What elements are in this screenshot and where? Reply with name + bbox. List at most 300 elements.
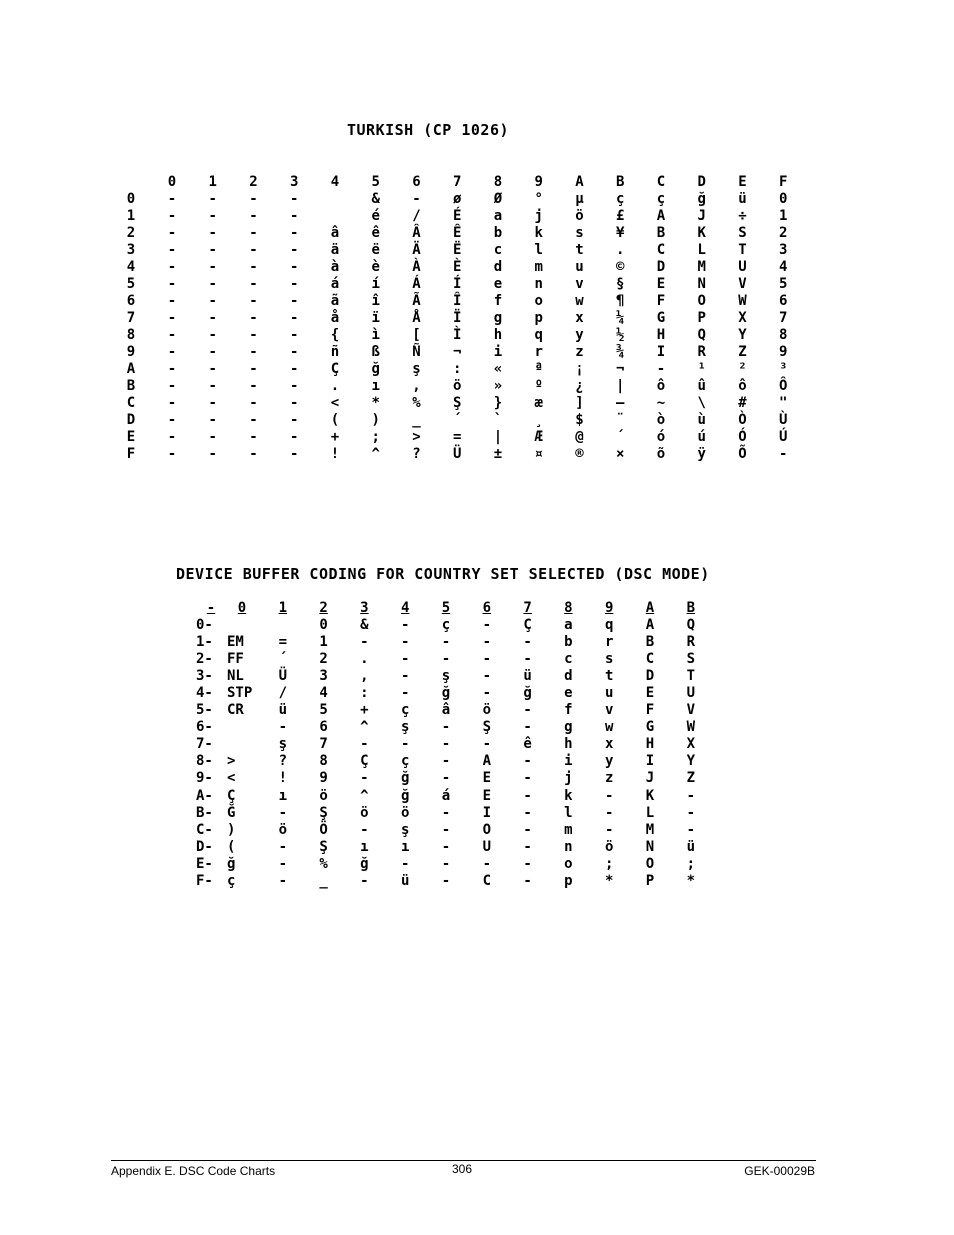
dsc-code-cell: , <box>360 668 369 685</box>
turkish-code-cell: 3 <box>779 242 788 258</box>
dsc-code-cell: - <box>278 719 288 736</box>
turkish-code-cell: x <box>575 310 584 326</box>
dsc-code-cell: q <box>604 617 614 633</box>
turkish-code-cell: ® <box>575 446 584 462</box>
turkish-code-cell: é <box>371 208 380 224</box>
dsc-code-cell: M <box>645 821 655 838</box>
dsc-code-cell: - <box>523 719 532 736</box>
turkish-code-cell: ¼ <box>616 310 625 326</box>
dsc-code-cell: 4 <box>319 685 328 702</box>
dsc-code-cell: - <box>441 634 451 651</box>
dsc-code-cell: - <box>441 838 451 855</box>
turkish-code-cell: - <box>167 242 177 258</box>
turkish-code-cell: - <box>290 378 299 394</box>
turkish-code-cell: ö <box>575 208 584 224</box>
turkish-code-cell: § <box>616 276 625 292</box>
turkish-code-cell: ; <box>371 429 380 445</box>
dsc-code-cell: - <box>686 804 696 821</box>
turkish-code-cell: Q <box>697 327 706 343</box>
turkish-code-cell: . <box>330 378 340 394</box>
turkish-code-cell: - <box>167 344 177 360</box>
turkish-code-cell: } <box>493 395 503 411</box>
dsc-code-cell: ? <box>278 753 288 770</box>
dsc-code-cell: Y <box>686 753 696 770</box>
turkish-code-cell: ¾ <box>616 344 625 360</box>
turkish-code-cell: £ <box>616 208 625 224</box>
turkish-code-cell: — <box>616 395 625 411</box>
dsc-code-cell: ´ <box>278 651 288 668</box>
dsc-col-header: 2 <box>319 600 328 616</box>
turkish-code-cell: Ë <box>453 242 462 258</box>
turkish-code-cell: - <box>167 191 177 207</box>
dsc-code-cell: ş <box>441 668 451 685</box>
dsc-code-cell: ğ <box>400 770 410 787</box>
dsc-code-cell: > <box>227 753 236 770</box>
dsc-code-cell: 1 <box>319 634 328 651</box>
turkish-code-cell: û <box>697 378 706 394</box>
turkish-code-cell: â <box>330 225 340 241</box>
turkish-code-cell: - <box>290 208 299 224</box>
dsc-code-cell: i <box>564 753 573 770</box>
dsc-code-cell: C <box>482 872 492 889</box>
turkish-code-cell: U <box>738 259 747 275</box>
turkish-code-cell: @ <box>575 429 584 445</box>
turkish-code-cell: Z <box>738 344 747 360</box>
dsc-code-cell: EM <box>227 634 244 651</box>
turkish-code-cell: 5 <box>779 276 788 292</box>
turkish-col-header: 0 <box>167 174 177 190</box>
turkish-row-label: B <box>126 378 136 394</box>
turkish-code-cell: H <box>656 327 666 343</box>
dsc-row-label: 9- <box>196 770 213 787</box>
turkish-code-cell: Ó <box>738 429 747 445</box>
turkish-code-cell: - <box>208 446 217 462</box>
turkish-code-cell: ¶ <box>616 293 625 309</box>
dsc-code-cell: p <box>564 872 573 889</box>
turkish-code-cell: Â <box>412 225 421 241</box>
turkish-code-cell: ) <box>371 412 380 428</box>
turkish-code-cell: - <box>249 327 258 343</box>
turkish-code-cell: V <box>738 276 747 292</box>
dsc-row-label: 3- <box>196 668 213 685</box>
dsc-code-cell: - <box>482 651 492 668</box>
turkish-code-cell: ¹ <box>697 361 706 377</box>
turkish-code-cell: ³ <box>779 361 788 377</box>
turkish-code-cell: - <box>208 259 217 275</box>
turkish-code-cell: ! <box>330 446 340 462</box>
turkish-code-cell: - <box>290 395 299 411</box>
turkish-code-cell: Ş <box>453 395 462 411</box>
dsc-code-cell: - <box>482 736 492 753</box>
turkish-code-cell: È <box>453 259 462 275</box>
dsc-code-cell: O <box>482 821 492 838</box>
dsc-code-cell: STP <box>227 685 253 702</box>
turkish-code-cell: p <box>534 310 543 326</box>
dsc-code-cell: - <box>523 634 532 651</box>
turkish-col-header: F <box>779 174 788 190</box>
turkish-code-cell: - <box>249 276 258 292</box>
turkish-code-cell: N <box>697 276 706 292</box>
dsc-col-header: 9 <box>604 600 614 616</box>
dsc-code-cell: - <box>278 872 288 889</box>
dsc-row-label: 8- <box>196 753 213 770</box>
dsc-code-cell: - <box>523 821 532 838</box>
turkish-code-cell: : <box>453 361 462 377</box>
turkish-code-cell: ^ <box>371 446 380 462</box>
turkish-code-cell: / <box>412 208 421 224</box>
turkish-col-header: A <box>575 174 584 190</box>
turkish-code-cell: - <box>208 191 217 207</box>
dsc-code-cell: 9 <box>319 770 328 787</box>
dsc-row-label: 1- <box>196 634 213 651</box>
turkish-code-cell: & <box>371 191 380 207</box>
dsc-code-cell: z <box>604 770 614 787</box>
turkish-code-cell: t <box>575 242 584 258</box>
turkish-col-header: E <box>738 174 747 190</box>
dsc-code-cell: j <box>564 770 573 787</box>
turkish-code-cell: ~ <box>656 395 666 411</box>
turkish-code-cell: ğ <box>697 191 706 207</box>
dsc-code-cell: V <box>686 702 696 719</box>
dsc-col-header: 5 <box>441 600 451 616</box>
dsc-code-cell <box>268 617 298 634</box>
dsc-code-cell: - <box>523 787 532 804</box>
turkish-code-cell: ÷ <box>738 208 747 224</box>
turkish-code-cell: ô <box>656 378 666 394</box>
dsc-code-cell: - <box>523 702 532 719</box>
turkish-code-cell: , <box>412 378 421 394</box>
turkish-code-cell: { <box>330 327 340 343</box>
dsc-row-label: 4- <box>196 685 213 702</box>
turkish-row-label: 5 <box>126 276 136 292</box>
turkish-code-cell: Ç <box>330 361 340 377</box>
dsc-code-cell: ; <box>604 855 614 872</box>
dsc-code-cell: Ç <box>360 753 369 770</box>
turkish-code-cell: í <box>371 276 380 292</box>
turkish-code-cell: ê <box>371 225 380 241</box>
turkish-code-cell: Ü <box>453 446 462 462</box>
dsc-code-cell: D <box>645 668 655 685</box>
turkish-code-cell: P <box>697 310 706 326</box>
dsc-code-cell: Q <box>686 617 696 633</box>
dsc-code-cell: 0 <box>319 617 328 633</box>
dsc-code-cell: t <box>604 668 614 685</box>
turkish-code-cell: - <box>249 378 258 394</box>
dsc-code-cell: - <box>523 753 532 770</box>
dsc-code-cell: n <box>564 838 573 855</box>
dsc-code-cell: - <box>441 804 451 821</box>
turkish-code-cell: - <box>208 395 217 411</box>
turkish-code-cell: $ <box>575 412 584 428</box>
turkish-code-cell: - <box>167 412 177 428</box>
dsc-code-cell: - <box>278 804 288 821</box>
turkish-code-cell: ó <box>656 429 666 445</box>
turkish-code-cell: [ <box>412 327 421 343</box>
dsc-code-cell: L <box>645 804 655 821</box>
dsc-code-cell: ş <box>400 821 410 838</box>
turkish-row-label: C <box>126 395 136 411</box>
turkish-code-cell: f <box>493 293 503 309</box>
dsc-code-cell: - <box>523 804 532 821</box>
turkish-code-cell: - <box>167 259 177 275</box>
turkish-code-cell: - <box>167 378 177 394</box>
turkish-code-cell: - <box>779 446 788 462</box>
dsc-code-cell: = <box>278 634 288 651</box>
turkish-code-cell: 9 <box>779 344 788 360</box>
dsc-code-cell: - <box>604 804 614 821</box>
dsc-code-cell: & <box>360 617 369 633</box>
dsc-code-cell: - <box>523 651 532 668</box>
turkish-code-cell: % <box>412 395 421 411</box>
turkish-code-cell: k <box>534 225 543 241</box>
dsc-code-cell: - <box>604 787 614 804</box>
turkish-code-cell: E <box>656 276 666 292</box>
dsc-col-header: 1 <box>278 600 288 616</box>
turkish-code-cell: ¬ <box>616 361 625 377</box>
dsc-code-cell: - <box>482 668 492 685</box>
dsc-code-cell: ö <box>278 821 288 838</box>
turkish-row-label: 3 <box>126 242 136 258</box>
dsc-code-cell: y <box>604 753 614 770</box>
dsc-code-cell: k <box>564 787 573 804</box>
dsc-code-cell: r <box>604 634 614 651</box>
turkish-code-cell: Ä <box>412 242 421 258</box>
turkish-code-cell: R <box>697 344 706 360</box>
dsc-code-cell: T <box>686 668 696 685</box>
dsc-code-cell: P <box>645 872 655 889</box>
turkish-code-cell: # <box>738 395 747 411</box>
dsc-code-cell: - <box>482 685 492 702</box>
turkish-code-cell: - <box>249 344 258 360</box>
turkish-code-cell: ë <box>371 242 380 258</box>
turkish-code-cell: ` <box>493 412 503 428</box>
turkish-code-cell: å <box>330 310 340 326</box>
turkish-code-cell: - <box>290 225 299 241</box>
dsc-code-cell: ğ <box>360 855 369 872</box>
dsc-code-cell: ğ <box>227 855 236 872</box>
dsc-code-cell: ö <box>319 787 328 804</box>
turkish-row-label: F <box>126 446 136 462</box>
dsc-code-cell: v <box>604 702 614 719</box>
turkish-code-cell: - <box>167 310 177 326</box>
dsc-code-cell: f <box>564 702 573 719</box>
dsc-code-cell: - <box>360 770 369 787</box>
dsc-code-cell: ^ <box>360 787 369 804</box>
dsc-code-cell: b <box>564 634 573 651</box>
turkish-code-cell: ã <box>330 293 340 309</box>
turkish-code-cell: ä <box>330 242 340 258</box>
dsc-code-cell: ç <box>227 872 236 889</box>
dsc-code-cell: S <box>686 651 696 668</box>
dsc-code-cell: - <box>400 617 410 633</box>
turkish-code-cell: - <box>249 242 258 258</box>
dsc-row-label: A- <box>196 787 213 804</box>
dsc-code-cell: ü <box>523 668 532 685</box>
turkish-code-cell: Ñ <box>412 344 421 360</box>
turkish-code-cell: 8 <box>779 327 788 343</box>
turkish-code-cell: ø <box>453 191 462 207</box>
dsc-code-cell: Ü <box>278 668 288 685</box>
turkish-code-cell: - <box>208 361 217 377</box>
dsc-code-cell: 6 <box>319 719 328 736</box>
turkish-code-cell: h <box>493 327 503 343</box>
dsc-code-cell: H <box>645 736 655 753</box>
turkish-code-cell: - <box>249 429 258 445</box>
turkish-code-cell: Ã <box>412 293 421 309</box>
turkish-code-cell: u <box>575 259 584 275</box>
turkish-code-cell: ´ <box>453 412 462 428</box>
turkish-row-label: 6 <box>126 293 136 309</box>
turkish-code-cell: Å <box>412 310 421 326</box>
dsc-code-cell: m <box>564 821 573 838</box>
dsc-code-cell: < <box>227 770 236 787</box>
dsc-code-cell: - <box>278 838 288 855</box>
turkish-code-cell: _ <box>412 412 421 428</box>
turkish-code-cell: * <box>371 395 380 411</box>
dsc-code-cell: % <box>319 855 328 872</box>
turkish-code-cell: D <box>656 259 666 275</box>
dsc-row-label: 5- <box>196 702 213 719</box>
footer-page-number: 306 <box>451 1162 473 1176</box>
turkish-code-cell: - <box>249 446 258 462</box>
turkish-code-cell: - <box>249 259 258 275</box>
turkish-code-cell: 4 <box>779 259 788 275</box>
turkish-code-cell: ¸ <box>534 412 543 428</box>
dsc-code-cell: - <box>441 753 451 770</box>
turkish-code-cell: " <box>779 395 788 411</box>
turkish-code-cell: q <box>534 327 543 343</box>
turkish-code-cell: = <box>453 429 462 445</box>
turkish-code-cell: ô <box>738 378 747 394</box>
turkish-code-cell: ş <box>412 361 421 377</box>
dsc-code-cell: K <box>645 787 655 804</box>
turkish-code-cell: d <box>493 259 503 275</box>
turkish-code-cell: ] <box>575 395 584 411</box>
turkish-code-cell: - <box>167 327 177 343</box>
turkish-code-cell: ü <box>738 191 747 207</box>
dsc-code-cell: Ç <box>523 617 532 633</box>
turkish-code-cell: à <box>330 259 340 275</box>
dsc-code-cell: Ş <box>319 838 328 855</box>
dsc-code-cell: I <box>482 804 492 821</box>
dsc-code-cell: ü <box>400 872 410 889</box>
turkish-code-cell: A <box>656 208 666 224</box>
turkish-code-cell: ï <box>371 310 380 326</box>
turkish-code-cell: > <box>412 429 421 445</box>
dsc-code-cell: s <box>604 651 614 668</box>
turkish-code-cell: ñ <box>330 344 340 360</box>
turkish-row-label: A <box>126 361 136 377</box>
dsc-code-cell: 3 <box>319 668 328 685</box>
dsc-code-cell: ğ <box>400 787 410 804</box>
turkish-code-cell: « <box>493 361 503 377</box>
dsc-code-cell: J <box>645 770 655 787</box>
turkish-code-cell: õ <box>656 446 666 462</box>
turkish-code-cell: - <box>290 276 299 292</box>
turkish-code-cell: b <box>493 225 503 241</box>
turkish-code-cell: - <box>249 310 258 326</box>
turkish-col-header: 7 <box>453 174 462 190</box>
turkish-code-cell: - <box>290 429 299 445</box>
dsc-row-label: D- <box>196 838 213 855</box>
turkish-col-header: 8 <box>493 174 503 190</box>
turkish-code-cell: e <box>493 276 503 292</box>
turkish-code-cell: r <box>534 344 543 360</box>
dsc-col-header: 3 <box>360 600 369 616</box>
dsc-code-cell: / <box>278 685 288 702</box>
dsc-code-cell: - <box>523 855 532 872</box>
turkish-code-cell: ° <box>534 191 543 207</box>
turkish-code-cell: m <box>534 259 543 275</box>
turkish-code-cell: - <box>167 208 177 224</box>
dsc-code-cell: ö <box>400 804 410 821</box>
turkish-code-cell: - <box>167 395 177 411</box>
dsc-code-cell: - <box>360 736 369 753</box>
turkish-code-cell: ¥ <box>616 225 625 241</box>
turkish-code-cell: 6 <box>779 293 788 309</box>
turkish-code-cell: - <box>167 446 177 462</box>
turkish-code-cell: µ <box>575 191 584 207</box>
dsc-code-cell: h <box>564 736 573 753</box>
dsc-code-cell: ü <box>278 702 288 719</box>
dsc-col-header: 7 <box>523 600 532 616</box>
turkish-code-cell: M <box>697 259 706 275</box>
turkish-code-cell: À <box>412 259 421 275</box>
dsc-code-cell: : <box>360 685 369 702</box>
turkish-code-cell: ß <box>371 344 380 360</box>
dsc-code-cell: 5 <box>319 702 328 719</box>
dsc-row-label: E- <box>196 855 213 872</box>
turkish-code-cell: o <box>534 293 543 309</box>
turkish-code-cell: Ê <box>453 225 462 241</box>
dsc-code-cell: - <box>686 821 696 838</box>
turkish-code-cell: - <box>167 276 177 292</box>
turkish-code-cell: ğ <box>371 361 380 377</box>
dsc-code-cell: I <box>645 753 655 770</box>
turkish-code-cell: - <box>167 361 177 377</box>
dsc-code-cell: N <box>645 838 655 855</box>
dsc-row-label: 2- <box>196 651 213 668</box>
footer-divider <box>111 1160 816 1161</box>
turkish-code-cell: - <box>290 327 299 343</box>
dsc-code-cell: Ö <box>319 821 328 838</box>
dsc-code-cell: a <box>564 617 573 633</box>
turkish-code-cell: - <box>412 191 421 207</box>
turkish-code-cell: I <box>656 344 666 360</box>
dsc-code-cell: ç <box>400 702 410 719</box>
turkish-code-cell: © <box>616 259 625 275</box>
turkish-code-cell: - <box>208 225 217 241</box>
turkish-code-cell: - <box>656 361 666 377</box>
dsc-code-cell: l <box>564 804 573 821</box>
turkish-col-header: 6 <box>412 174 421 190</box>
turkish-code-cell: » <box>493 378 503 394</box>
turkish-code-cell: ¤ <box>534 446 543 462</box>
turkish-code-cell: Ï <box>453 310 462 326</box>
turkish-code-cell: - <box>290 446 299 462</box>
dsc-col-header: A <box>645 600 655 616</box>
turkish-code-cell: F <box>656 293 666 309</box>
turkish-code-cell: - <box>208 276 217 292</box>
dsc-col-header: 8 <box>564 600 573 616</box>
dsc-code-cell: ^ <box>360 719 369 736</box>
turkish-code-cell: - <box>290 191 299 207</box>
turkish-code-cell: Y <box>738 327 747 343</box>
turkish-code-cell: l <box>534 242 543 258</box>
dsc-code-cell: CR <box>227 702 244 719</box>
turkish-code-cell: ú <box>697 429 706 445</box>
turkish-code-cell: ( <box>330 412 340 428</box>
